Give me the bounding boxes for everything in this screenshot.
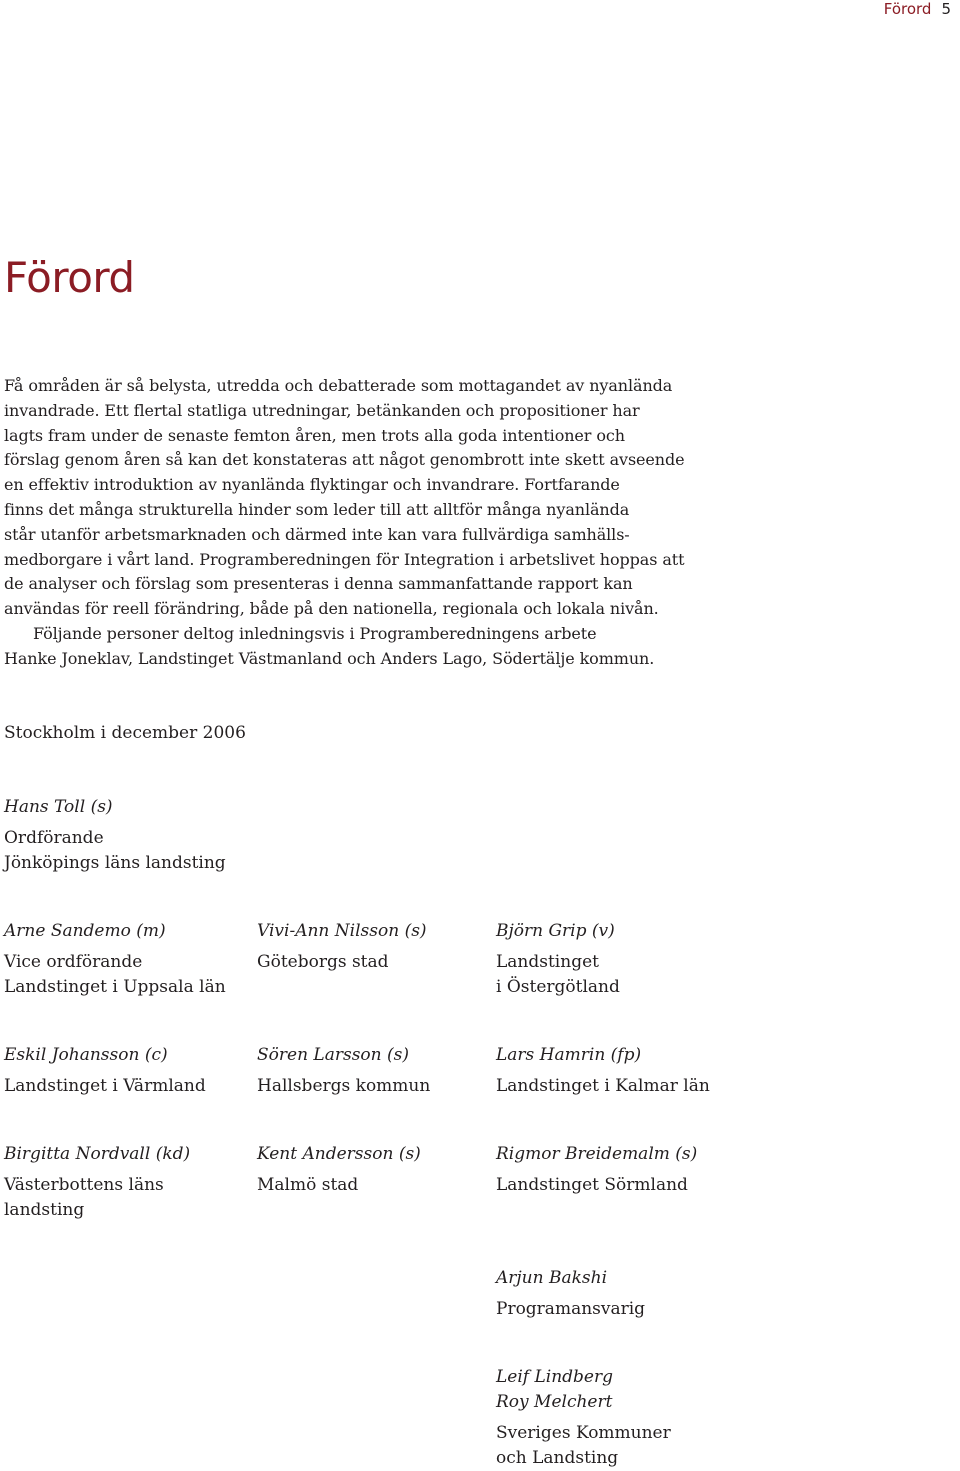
place-date: Stockholm i december 2006 (4, 723, 246, 743)
signatory-org: i Östergötland (496, 977, 620, 997)
body-line: Hanke Joneklav, Landstinget Västmanland och Anders Lago, Södertälje kommun. (4, 648, 655, 668)
signatory-name: Vivi-Ann Nilsson (s) (257, 921, 427, 941)
program-manager-name: Arjun Bakshi (496, 1268, 608, 1288)
running-head (884, 0, 951, 18)
signatory (4, 1142, 190, 1223)
signatory-org: Landstinget Sörmland (496, 1175, 688, 1195)
signatory-org: Landstinget (496, 952, 599, 972)
body-line: användas för reell förändring, både på den nationella, regionala och lokala nivån. (4, 599, 659, 619)
body-line: står utanför arbetsmarknaden och därmed inte kan vara fullvärdiga samhälls- (4, 524, 630, 544)
staff-name: Leif Lindberg (496, 1367, 613, 1387)
signatory-name: Rigmor Breidemalm (s) (496, 1144, 698, 1164)
signatory-org: landsting (4, 1200, 85, 1220)
body-line: Få områden är så belysta, utredda och debatterade som mottagandet av nyanlända (4, 376, 673, 395)
signatory-org: Landstinget i Kalmar län (496, 1076, 710, 1096)
signatory (496, 1043, 710, 1099)
signatory-role: Ordförande (4, 828, 104, 848)
signatory-role: Vice ordförande (4, 952, 143, 972)
body-line: invandrade. Ett flertal statliga utredningar, betänkanden och propositioner har (4, 400, 640, 420)
page-title: Förord (4, 253, 135, 302)
signatory-name: Lars Hamrin (fp) (496, 1045, 642, 1065)
signatory-name: Eskil Johansson (c) (4, 1045, 168, 1065)
running-head-section: Förord (883, 0, 932, 18)
signatory (496, 1142, 697, 1198)
signatory-org: Malmö stad (257, 1175, 359, 1195)
signatory-name: Arne Sandemo (m) (4, 921, 166, 941)
signatory-org: Landstinget i Värmland (4, 1076, 206, 1096)
foreword-body (4, 374, 724, 672)
signatory (257, 1142, 421, 1198)
program-manager (496, 1266, 645, 1322)
body-line: förslag genom åren så kan det konstateras att något genombrott inte skett avseende (4, 450, 685, 470)
body-line: medborgare i vårt land. Programberedningen för Integration i arbetslivet hoppas att (4, 549, 685, 569)
signatory-name: Birgitta Nordvall (kd) (4, 1144, 191, 1164)
signatory-org: Göteborgs stad (257, 952, 389, 972)
staff-name: Roy Melchert (496, 1392, 613, 1412)
program-manager-role: Programansvarig (496, 1299, 646, 1319)
body-line: lagts fram under de senaste femton åren, men trots alla goda intentioner och (4, 425, 625, 445)
page-number: 5 (941, 0, 951, 18)
signatory (257, 1043, 430, 1099)
signatory (4, 1043, 206, 1099)
body-line: en effektiv introduktion av nyanlända flyktingar och invandrare. Fortfarande (4, 475, 620, 495)
signatory (257, 919, 427, 975)
signatory-name: Hans Toll (s) (4, 797, 113, 817)
signatory (496, 919, 620, 1000)
signatory-org: Jönköpings läns landsting (4, 853, 226, 873)
signatory-org: Hallsbergs kommun (257, 1076, 431, 1096)
staff-org: Sveriges Kommuner (496, 1423, 671, 1443)
signatory-org: Västerbottens läns (4, 1175, 164, 1195)
staff-org: och Landsting (496, 1448, 619, 1468)
body-line: finns det många strukturella hinder som leder till att alltför många nyanlända (4, 499, 630, 519)
signatory-org: Landstinget i Uppsala län (4, 977, 226, 997)
body-line: de analyser och förslag som presenteras i denna sammanfattande rapport kan (4, 574, 633, 594)
staff-block (496, 1365, 671, 1471)
signatory-name: Björn Grip (v) (496, 921, 615, 941)
body-line: Följande personer deltog inledningsvis i Programberedningens arbete (33, 623, 597, 643)
signatory (4, 919, 226, 1000)
signatory-name: Sören Larsson (s) (257, 1045, 409, 1065)
signatory-name: Kent Andersson (s) (257, 1144, 421, 1164)
signatory-chair (4, 795, 226, 876)
